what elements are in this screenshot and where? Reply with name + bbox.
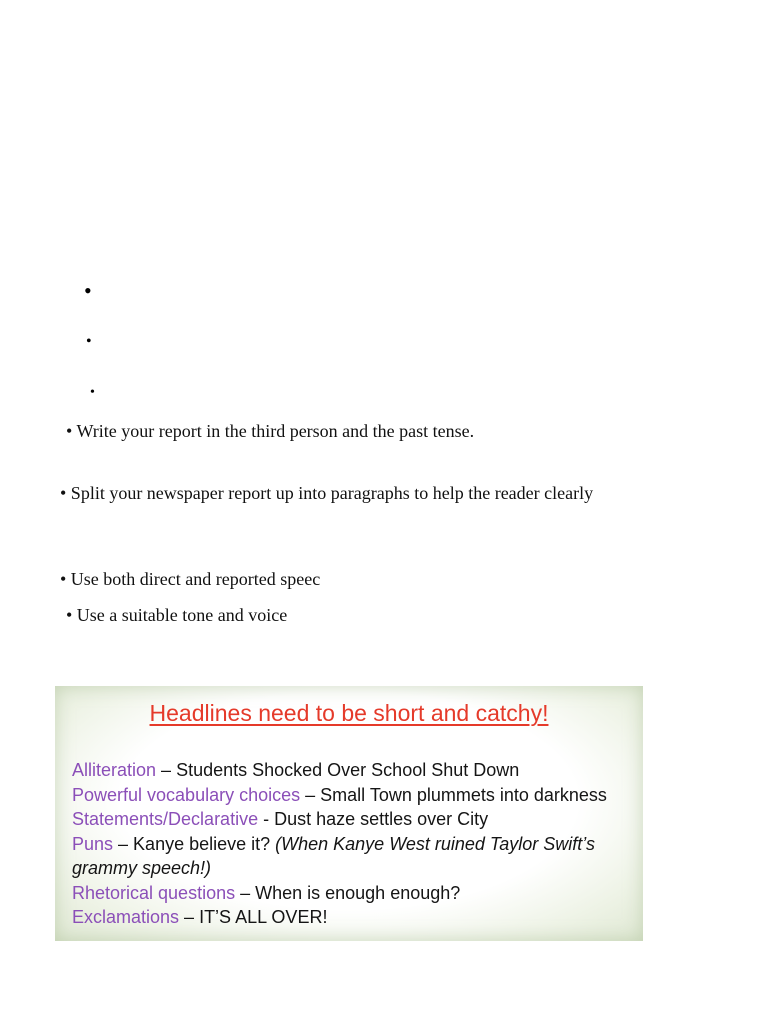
technique-separator: – — [113, 833, 134, 854]
technique-puns — [72, 832, 632, 857]
technique-separator: – — [179, 907, 200, 927]
technique-exclamations — [72, 905, 632, 930]
empty-bullet-3: • — [90, 385, 95, 400]
technique-rhetorical — [72, 881, 632, 906]
technique-separator: – — [156, 760, 177, 780]
technique-term: Powerful vocabulary choices — [72, 784, 301, 805]
technique-statements — [72, 807, 632, 832]
bullet-third-person: • Write your report in the third person and the past tense. — [66, 421, 475, 441]
headlines-tip-card — [55, 686, 643, 941]
technique-term: Alliteration — [72, 760, 157, 780]
technique-vocabulary — [72, 783, 632, 808]
technique-alliteration — [72, 758, 632, 783]
technique-example: Students Shocked Over School Shut Down — [176, 760, 520, 780]
technique-term: Puns — [72, 833, 114, 854]
technique-separator: - — [258, 809, 275, 829]
technique-example: IT’S ALL OVER! — [199, 907, 328, 927]
technique-example: Dust haze settles over City — [274, 809, 489, 829]
technique-note: (When Kanye West ruined Taylor Swift’s — [275, 833, 595, 854]
empty-bullet-2: • — [86, 333, 92, 350]
bullet-tone: • Use a suitable tone and voice — [66, 605, 288, 625]
bullet-paragraphs: • Split your newspaper report up into paragraphs to help the reader clearly — [60, 483, 594, 503]
empty-bullet-1: • — [84, 278, 92, 303]
technique-example: Small Town plummets into darkness — [320, 784, 607, 805]
card-title: Headlines need to be short and catchy! — [149, 700, 549, 726]
technique-term: Statements/Declarative — [72, 809, 259, 829]
technique-term: Rhetorical questions — [72, 882, 236, 903]
technique-example: When is enough enough? — [255, 882, 461, 903]
headline-techniques-list — [72, 758, 632, 930]
technique-example: Kanye believe it? — [133, 833, 276, 854]
bullet-speech: • Use both direct and reported speec — [60, 569, 321, 589]
technique-puns-continued — [72, 856, 632, 881]
technique-separator: – — [300, 784, 321, 805]
technique-note-continued: grammy speech!) — [72, 858, 212, 878]
technique-term: Exclamations — [72, 907, 180, 927]
technique-separator: – — [235, 882, 256, 903]
